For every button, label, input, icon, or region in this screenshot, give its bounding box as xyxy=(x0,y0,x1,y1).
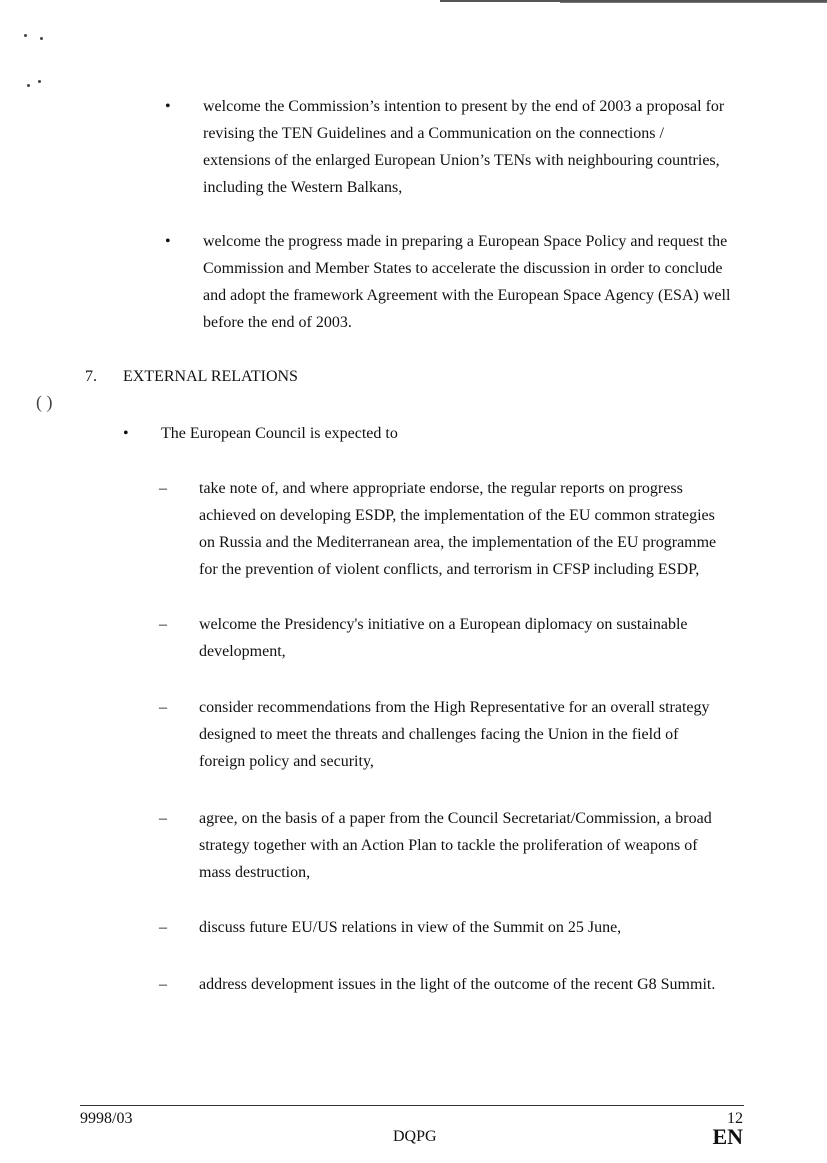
text-line: discuss future EU/US relations in view of the Summit on 25 June, xyxy=(199,919,622,936)
dash-paragraph-overall-strategy xyxy=(199,694,710,775)
dash-paragraph-proliferation xyxy=(199,805,712,886)
scan-speck xyxy=(38,80,41,83)
scan-speck xyxy=(24,34,27,37)
text-line: and adopt the framework Agreement with the European Space Agency (ESA) well xyxy=(203,287,731,304)
text-line: foreign policy and security, xyxy=(199,753,374,770)
bullet-paragraph-ten-guidelines xyxy=(203,93,724,201)
text-line: before the end of 2003. xyxy=(203,314,352,331)
dash-symbol: – xyxy=(159,810,167,827)
scan-speck xyxy=(40,37,43,40)
dash-paragraph-esdp-reports xyxy=(199,475,716,583)
footer-doc-ref: 9998/03 xyxy=(80,1110,133,1127)
text-line: address development issues in the light of the outcome of the recent G8 Summit. xyxy=(199,976,716,993)
dash-paragraph-g8 xyxy=(199,971,715,998)
text-line: strategy together with an Action Plan to tackle the proliferation of weapons of xyxy=(199,837,698,854)
text-line: welcome the Commission’s intention to present by the end of 2003 a proposal for xyxy=(203,98,725,115)
footer-rule xyxy=(80,1105,744,1106)
section-number: 7. xyxy=(85,368,97,385)
section-title: EXTERNAL RELATIONS xyxy=(123,368,298,385)
intro-bullet-text: The European Council is expected to xyxy=(161,425,398,442)
text-line: Commission and Member States to accelerate the discussion in order to conclude xyxy=(203,260,723,277)
bullet-paragraph-space-policy xyxy=(203,228,730,336)
text-line: welcome the progress made in preparing a European Space Policy and request the xyxy=(203,233,728,250)
text-line: including the Western Balkans, xyxy=(203,179,403,196)
text-line: extensions of the enlarged European Union’s TENs with neighbouring countries, xyxy=(203,152,720,169)
text-line: agree, on the basis of a paper from the Council Secretariat/Commission, a broad xyxy=(199,810,712,827)
text-line: for the prevention of violent conflicts, and terrorism in CFSP including ESDP, xyxy=(199,561,700,578)
dash-paragraph-eu-us xyxy=(199,914,621,941)
text-line: designed to meet the threats and challenges facing the Union in the field of xyxy=(199,726,679,743)
dash-symbol: – xyxy=(159,699,167,716)
scan-speck xyxy=(27,84,30,87)
text-line: on Russia and the Mediterranean area, the implementation of the EU programme xyxy=(199,534,717,551)
text-line: achieved on developing ESDP, the implementation of the EU common strategies xyxy=(199,507,715,524)
text-line: revising the TEN Guidelines and a Communication on the connections / xyxy=(203,125,664,142)
bullet-symbol: • xyxy=(165,233,171,250)
footer-page-number: 12 xyxy=(727,1110,743,1127)
margin-punch-hole: ( ) xyxy=(36,392,53,412)
bullet-symbol: • xyxy=(123,425,129,442)
dash-paragraph-diplomacy xyxy=(199,611,688,665)
bullet-symbol: • xyxy=(165,98,171,115)
dash-symbol: – xyxy=(159,976,167,993)
text-line: take note of, and where appropriate endorse, the regular reports on progress xyxy=(199,480,683,497)
dash-symbol: – xyxy=(159,616,167,633)
text-line: consider recommendations from the High Representative for an overall strategy xyxy=(199,699,710,716)
top-border-line-2 xyxy=(560,2,827,3)
footer-language: EN xyxy=(712,1124,743,1149)
dash-symbol: – xyxy=(159,480,167,497)
text-line: development, xyxy=(199,643,286,660)
footer-department: DQPG xyxy=(393,1128,437,1145)
text-line: welcome the Presidency's initiative on a European diplomacy on sustainable xyxy=(199,616,688,633)
text-line: mass destruction, xyxy=(199,864,311,881)
dash-symbol: – xyxy=(159,919,167,936)
